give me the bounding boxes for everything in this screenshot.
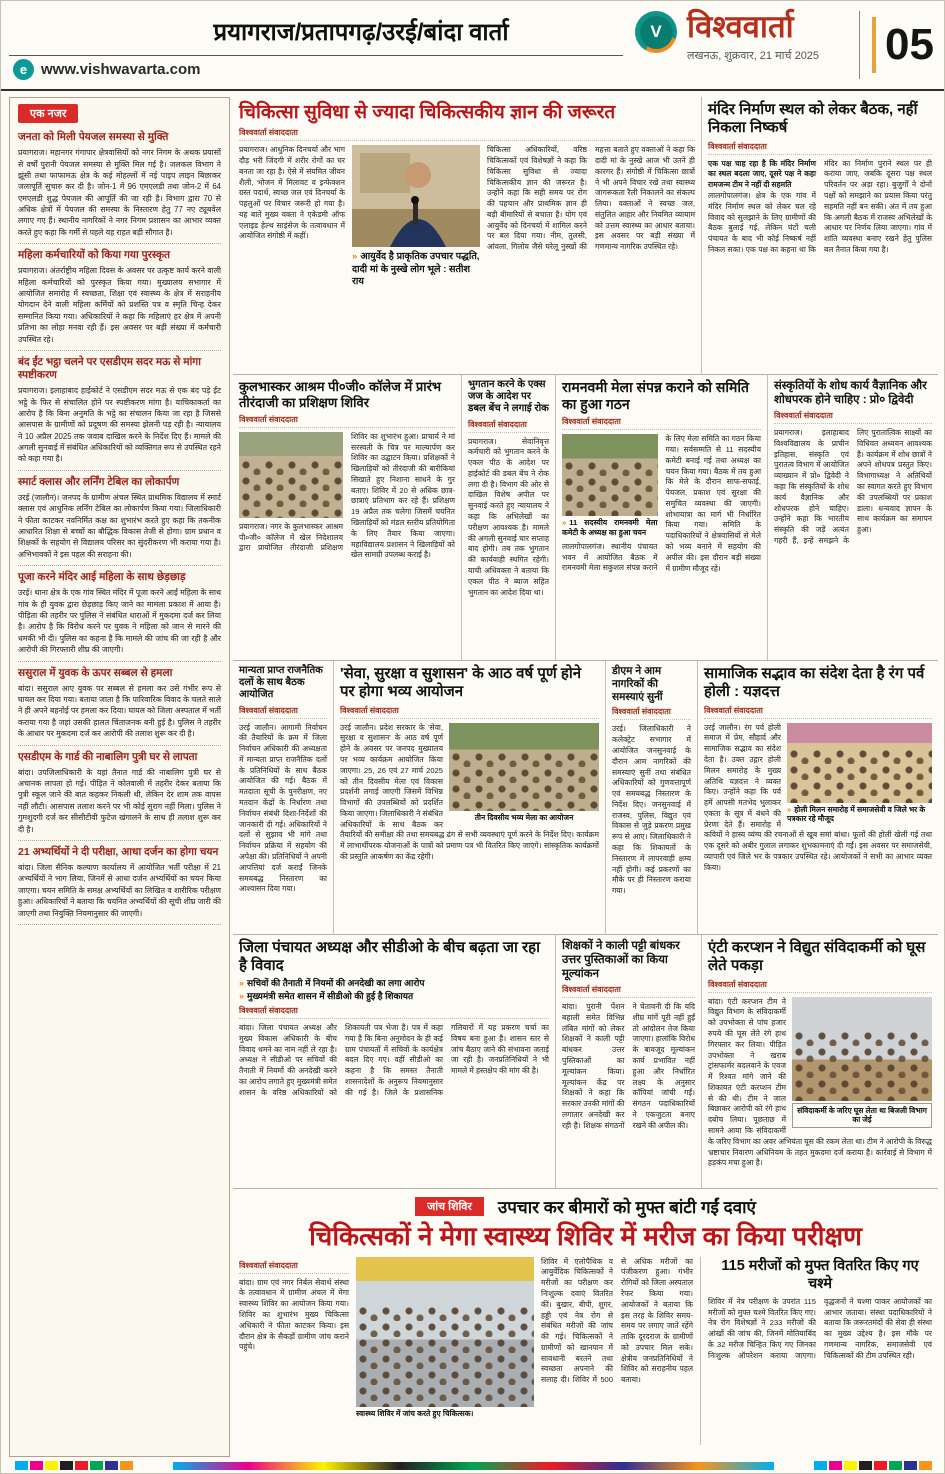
pull-quote	[352, 251, 480, 289]
ek-najar-headline: महिला कर्मचारियों को किया गया पुरस्कृत	[18, 249, 171, 262]
article-teachers-protest	[555, 935, 701, 1188]
article-body: प्रयागराज। सेवानिवृत्त कर्मचारी को भुगतान करने के एकल पीठ के आदेश पर हाईकोर्ट की डबल बेंच ने रोक लगा दी है। विभाग की ओर से दाखिल विशेष अपील पर सुनवाई करते हुए न्यायालय ने कहा कि अभिलेखों का परीक्षण आवश्यक है। मामले की अगली सुनवाई चार सप्ताह बाद होगी। तब तक भुगतान की कार्यवाही स्थगित रहेगी। याची अधिवक्ता ने बताया कि एकल पीठ ने ब्याज सहित भुगतान का आदेश दिया था।	[468, 436, 549, 597]
article-headline: शिक्षकों ने काली पट्टी बांधकर उत्तर पुस्तिकाओं का किया मूल्यांकन	[562, 940, 680, 981]
color-swatch	[844, 1461, 857, 1470]
article-body: बांदा। ग्राम एवं नगर निर्बल सेवार्थ संस्था के तत्वावधान में ग्रामीण अंचल में मेगा स्वास्थ्य शिविर का आयोजन किया गया। शिविर का शुभारंभ मुख्य चिकित्सा अधिकारी ने फीता काटकर किया। इस दौरान क्षेत्र के सैकड़ों ग्रामीण जांच कराने पहुंचे।	[239, 1277, 349, 1352]
article-row	[233, 375, 938, 661]
article-row	[233, 97, 938, 375]
article-byline: विश्ववार्ता संवाददाता	[562, 416, 761, 430]
article-body: शिविर में एलोपैथिक व आयुर्वेदिक चिकित्सकों ने मरीजों का परीक्षण कर निःशुल्क दवाएं वितरित कीं। बुखार, बीपी, शुगर, हड्डी एवं नेत्र रोग से संबंधित मरीजों की जांच की गई। चिकित्सकों ने ग्रामीणों को खानपान में सावधानी बरतने तथा स्वच्छता अपनाने की सलाह दी। शिविर में 500 से अधिक मरीजों का पंजीकरण हुआ। गंभीर रोगियों को जिला अस्पताल रेफर किया गया। आयोजकों ने बताया कि इस तरह के शिविर समय-समय पर लगाए जाते रहेंगे ताकि दूरदराज के ग्रामीणों को उपचार मिल सके। क्षेत्रीय जनप्रतिनिधियों ने शिविर को सराहनीय पहल बताया।	[541, 1256, 693, 1385]
ek-najar-body: उरई (जालौन)। जनपद के ग्रामीण अंचल स्थित प्राथमिक विद्यालय में स्मार्ट क्लास एवं आधुनिक लर्निंग टेबिल का लोकार्पण किया गया। जिलाधिकारी ने फीता काटकर नवनिर्मित कक्ष का शुभारंभ करते हुए कहा कि तकनीक आधारित शिक्षा से बच्चों का बौद्धिक विकास तेजी से होगा। ग्राम प्रधान व शिक्षकों के सहयोग से विद्यालय परिसर का सुंदरीकरण भी कराया गया है। अभिभावकों ने इस पहल की सराहना की।	[18, 492, 221, 559]
photo-caption-text: संविदाकर्मी के जरिए घूस लेता था बिजली विभाग का जेई	[797, 1105, 927, 1125]
sub-article-headline: 115 मरीजों को मुफ्त वितरित किए गए चश्मे	[721, 1257, 919, 1292]
photo-caption	[356, 1409, 534, 1419]
article-headline: रामनवमी मेला संपन्न कराने को समिति का हुआ गठन	[562, 379, 749, 413]
article-archery-camp	[233, 375, 461, 660]
speaker-photo-illustration	[352, 145, 480, 247]
article-headline: जिला पंचायत अध्यक्ष और सीडीओ के बीच बढ़ता जा रहा है विवाद	[239, 939, 541, 975]
color-swatch	[859, 1461, 872, 1470]
article-research-lecture	[767, 375, 938, 660]
article-byline: विश्ववार्ता संवाददाता	[340, 705, 599, 719]
masthead	[635, 11, 819, 63]
speaker-photo	[352, 145, 480, 247]
ek-najar-body: प्रयागराज। इलाहाबाद हाईकोर्ट ने एसडीएम सदर मऊ से एक बंद पड़े ईंट भट्ठे के फिर से संचालित होने पर स्पष्टीकरण मांगा है। याचिकाकर्ता का आरोप है कि बिना अनुमति के भट्ठे का संचालन किया जा रहा है जिससे आसपास के ग्रामीणों को प्रदूषण की समस्या झेलनी पड़ रही है। न्यायालय ने 10 अप्रैल 2025 तक जवाब दाखिल करने के निर्देश दिए हैं। मामले की अगली सुनवाई में संबंधित अधिकारियों को व्यक्तिगत रूप से उपस्थित रहने को कहा गया है।	[18, 386, 221, 464]
divider	[9, 55, 623, 56]
article-byline: विश्ववार्ता संवाददाता	[239, 1260, 349, 1274]
archery-camp-photo	[239, 432, 343, 518]
article-medical-knowledge	[233, 97, 701, 374]
color-swatch	[874, 1461, 887, 1470]
color-swatch	[829, 1461, 842, 1470]
ek-najar-headline: ससुराल में युवक के ऊपर सब्बल से हमला	[18, 666, 173, 679]
masthead-logo-icon	[635, 11, 677, 53]
sub-article-body: शिविर में नेत्र परीक्षण के उपरांत 115 मरीजों को मुफ्त चश्मे वितरित किए गए। नेत्र रोग विशेषज्ञों ने 233 मरीजों की आंखों की जांच की, जिनमें मोतियाबिंद के 32 मरीज चिन्हित किए गए जिनका निःशुल्क ऑपरेशन कराया जाएगा। वृद्धजनों ने चश्मा पाकर आयोजकों का आभार जताया। संस्था पदाधिकारियों ने बताया कि जरूरतमंदों की सेवा ही संस्था का मुख्य उद्देश्य है। इस मौके पर गणमान्य नागरिक, समाजसेवी एवं चिकित्सकों की टीम उपस्थित रही।	[708, 1296, 932, 1360]
article-body: लालगोपालगंज। क्षेत्र के एक गांव में मंदिर निर्माण स्थल को लेकर चल रहे विवाद को सुलझाने के लिए ग्रामीणों की बैठक बुलाई गई, लेकिन घंटों चली पंचायत के बाद भी कोई निष्कर्ष नहीं निकल सका। एक पक्ष का कहना था कि मंदिर का निर्माण पुराने स्थल पर ही कराया जाए, जबकि दूसरा पक्ष स्थल परिवर्तन पर अड़ा रहा। बुजुर्गों ने दोनों पक्षों को समझाने का प्रयास किया परंतु सहमति नहीं बन सकी। अंत में तय हुआ कि अगली बैठक में राजस्व अभिलेखों के आधार पर निर्णय लिया जाएगा। गांव में शांति व्यवस्था बनाए रखने हेतु पुलिस बल तैनात किया गया है।	[708, 158, 932, 254]
article-byline: विश्ववार्ता संवाददाता	[239, 127, 695, 141]
page-number-accent-bar	[872, 17, 876, 73]
article-headline: सामाजिक सद्भाव का संदेश देता है रंग पर्व होली : यज्ञदत्त	[704, 665, 925, 701]
article-sub-story	[700, 1257, 932, 1445]
article-body: बांदा। जिला पंचायत अध्यक्ष और मुख्य विकास अधिकारी के बीच विवाद थमने का नाम नहीं ले रहा है। अध्यक्ष ने सीडीओ पर सचिवों की तैनाती में नियमों की अनदेखी करने का आरोप लगाते हुए मुख्यमंत्री समेत शासन के वरिष्ठ अधिकारियों को शिकायती पत्र भेजा है। पत्र में कहा गया है कि बिना अनुमोदन के ही कई ग्राम पंचायतों में सचिवों के कार्यक्षेत्र बदल दिए गए। वहीं सीडीओ का कहना है कि समस्त तैनाती शासनादेशों के अनुरूप नियमानुसार की गई है। जिले के प्रशासनिक गलियारों में यह प्रकरण चर्चा का विषय बना हुआ है। शासन स्तर से जांच बैठाए जाने की संभावना जताई जा रही है। जनप्रतिनिधियों ने भी मामले में हस्तक्षेप की मांग की है।	[239, 1023, 549, 1097]
article-body: बांदा। एंटी करप्शन टीम ने विद्युत विभाग के संविदाकर्मी को उपभोक्ता से पांच हजार रुपये की घूस लेते रंगे हाथ गिरफ्तार कर लिया। पीड़ित उपभोक्ता ने खराब ट्रांसफार्मर बदलवाने के एवज में रिश्वत मांगे जाने की शिकायत एंटी करप्शन टीम से की थी। टीम ने जाल बिछाकर आरोपी को रंगे हाथ दबोच लिया। पूछताछ में सामने आया कि संविदाकर्मी के जरिए विभाग का अवर अभियंता घूस की रकम लेता था। टीम ने आरोपी के विरुद्ध भ्रष्टाचार निवारण अधिनियम के तहत मुकदमा दर्ज कराया है। कार्रवाई से विभाग में हड़कंप मचा हुआ है।	[708, 996, 932, 1168]
article-headline: डीएम ने आम नागरिकों की समस्याएं सुनीं	[612, 665, 663, 703]
article-body: प्रयागराज। इलाहाबाद विश्वविद्यालय के प्राचीन इतिहास, संस्कृति एवं पुरातत्व विभाग में आयोजित व्याख्यान में प्रो० द्विवेदी ने कहा कि संस्कृतियों के शोध कार्य वैज्ञानिक और शोधपरक होने चाहिए। उन्होंने कहा कि भारतीय संस्कृति की जड़ें अत्यंत गहरी हैं, इन्हें समझने के लिए पुरातात्विक साक्ष्यों का विधिवत अध्ययन आवश्यक है। कार्यक्रम में शोध छात्रों ने अपने शोधपत्र प्रस्तुत किए। विभागाध्यक्ष ने अतिथियों का स्वागत करते हुए विभाग की उपलब्धियों पर प्रकाश डाला। धन्यवाद ज्ञापन के साथ कार्यक्रम का समापन हुआ।	[774, 428, 932, 545]
photo-caption	[792, 1103, 932, 1129]
article-headline: संस्कृतियों के शोध कार्य वैज्ञानिक और शोधपरक होने चाहिए : प्रो० द्विवेदी	[774, 380, 927, 407]
article-body: उरई। जिलाधिकारी ने कलेक्ट्रेट सभागार में आयोजित जनसुनवाई के दौरान आम नागरिकों की समस्याएं सुनीं तथा संबंधित अधिकारियों को गुणवत्तापूर्ण एवं समयबद्ध निस्तारण के निर्देश दिए। जनसुनवाई में राजस्व, पुलिस, विद्युत एवं विकास से जुड़े प्रकरण प्रमुख रूप से आए। जिलाधिकारी ने कहा कि शिकायतों के निस्तारण में लापरवाही क्षम्य नहीं होगी। कई प्रकरणों का मौके पर ही निस्तारण कराया गया।	[612, 724, 691, 896]
color-swatch-group	[814, 1461, 932, 1470]
ek-najar-body: बांदा। ससुराल आए युवक पर सब्बल से हमला कर उसे गंभीर रूप से घायल कर दिया गया। बताया जाता है कि पारिवारिक विवाद के चलते साले ने ही अपने बहनोई पर हमला कर दिया। घायल को जिला अस्पताल में भर्ती कराया गया है जहां उसकी हालत चिंताजनक बनी हुई है। पुलिस ने तहरीर के आधार पर मुकदमा दर्ज कर आरोपी की तलाश शुरू कर दी है।	[18, 683, 221, 739]
chevron-mark-icon: »	[239, 990, 245, 1001]
article-row	[233, 935, 938, 1189]
article-subpoint-text: सचिवों की तैनाती में नियमों की अनदेखी का लगा आरोप	[247, 977, 425, 988]
article-headline: मंदिर निर्माण स्थल को लेकर बैठक, नहीं निकला निष्कर्ष	[708, 101, 918, 137]
ek-najar-body: प्रयागराज। अंतर्राष्ट्रीय महिला दिवस के अवसर पर उत्कृष्ट कार्य करने वाली महिला कर्मचारियों को पुरस्कृत किया गया। मुख्यालय सभागार में आयोजित समारोह में स्वच्छता, शिक्षा एवं स्वास्थ्य के क्षेत्र में सराहनीय योगदान देने वाली महिला कर्मियों को प्रशस्ति पत्र व स्मृति चिन्ह देकर सम्मानित किया गया। अधिकारियों ने कहा कि महिलाएं हर क्षेत्र में अपनी प्रतिभा का लोहा मनवा रही हैं। इस अवसर पर बड़ी संख्या में कर्मचारी उपस्थित रहे।	[18, 266, 221, 344]
ek-najar-headline: बंद ईंट भट्ठा चलने पर एसडीएम सदर मऊ से मांगा स्पष्टीकरण	[18, 355, 201, 381]
page-number-block	[859, 11, 934, 79]
article-subpoint	[239, 991, 549, 1002]
photo-caption-text: होली मिलन समारोह में समाजसेवी व जिले भर के पत्रकार रहे मौजूद	[787, 804, 926, 824]
article-byline: विश्ववार्ता संवाददाता	[774, 410, 932, 424]
chevron-mark-icon: »	[787, 804, 792, 814]
color-swatch	[904, 1461, 917, 1470]
article-headline: एंटी करप्शन ने विद्युत संविदाकर्मी को घूस लेते पकड़ा	[708, 939, 926, 975]
ek-najar-item	[18, 126, 221, 244]
article-byline: विश्ववार्ता संवाददाता	[562, 984, 695, 998]
ek-najar-item	[18, 746, 221, 841]
health-camp-photo	[356, 1257, 534, 1407]
ek-najar-item	[18, 566, 221, 661]
article-headline: कुलभास्कर आश्रम पी०जी० कॉलेज में प्रारंभ तीरंदाजी का प्रशिक्षण शिविर	[239, 379, 442, 410]
page-number: 05	[885, 20, 934, 69]
color-gradient-strip	[173, 1462, 774, 1470]
chevron-mark-icon: »	[239, 977, 245, 988]
ek-najar-body: प्रयागराज। महानगर गंगापार क्षेत्रवासियों को नगर निगम के अथक प्रयासों से वर्षों पुरानी पेयजल समस्या से मुक्ति मिल गई है। जलकल विभाग ने झूंसी तथा फाफामऊ क्षेत्र के कई मोहल्लों में नई पाइप लाइन बिछाकर जलापूर्ति सुचारु कर दी है। जोन-1 में 96 एमएलडी तथा जोन-2 में 64 एमएलडी शुद्ध पेयजल की आपूर्ति की जा रही है। विभाग द्वारा 70 से अधिक क्षेत्रों में पेयजल की समस्या के निस्तारण हेतु 77 नए ट्यूबवेल लगाए गए हैं। स्थानीय नागरिकों ने नगर निगम प्रशासन का आभार व्यक्त करते हुए कहा कि गर्मी से पहले यह राहत बड़ी सौगात है।	[18, 148, 221, 237]
ek-najar-column	[9, 97, 230, 1457]
ek-najar-body: उरई। थाना क्षेत्र के एक गांव स्थित मंदिर में पूजा करने आई महिला के साथ गांव के ही युवक द्वारा छेड़छाड़ किए जाने का मामला प्रकाश में आया है। पीड़िता की तहरीर पर पुलिस ने संबंधित धाराओं में मुकदमा दर्ज कर लिया है। आरोप है कि विरोध करने पर युवक ने महिला को जान से मारने की धमकी भी दी। पुलिस का कहना है कि मामले की जांच की जा रही है और आरोपी की गिरफ्तारी शीघ्र की जाएगी।	[18, 588, 221, 655]
article-anti-corruption-arrest	[701, 935, 938, 1188]
mela-event-photo	[449, 723, 599, 811]
article-body: चिकित्सा अधिकारियों, वरिष्ठ चिकित्सकों एवं विशेषज्ञों ने कहा कि चिकित्सा सुविधा से ज्यादा चिकित्सकीय ज्ञान की जरूरत है। उन्होंने कहा कि सही समय पर रोग की पहचान और प्राथमिक ज्ञान ही बड़ी बीमारियों से बचाता है। योग एवं आयुर्वेद को दिनचर्या में शामिल करने पर बल दिया गया। नीम, तुलसी, आंवला, गिलोय जैसे घरेलू नुस्खों की महत्ता बताते हुए वक्ताओं ने कहा कि दादी मां के नुस्खे आज भी उतने ही कारगर हैं। संगोष्ठी में चिकित्सा छात्रों ने भी अपने विचार रखे तथा स्वास्थ्य जागरूकता रैली निकालने का संकल्प लिया। वक्ताओं ने स्वच्छ जल, संतुलित आहार और नियमित व्यायाम को उत्तम स्वास्थ्य का आधार बताया। इस अवसर पर बड़ी संख्या में गणमान्य नागरिक उपस्थित रहे।	[487, 145, 695, 252]
section-tag-badge: जांच शिविर	[415, 1197, 484, 1216]
edition-line: लखनऊ, शुक्रवार, 21 मार्च 2025	[687, 49, 820, 62]
photo-caption-text: 11 सदस्यीय रामनवमी मेला कमेटी के अध्यक्ष का हुआ चयन	[562, 518, 658, 538]
color-swatch	[75, 1461, 88, 1470]
article-political-parties-meeting	[233, 661, 333, 934]
article-ramnavami-committee	[555, 375, 767, 660]
article-figure	[449, 723, 599, 823]
article-lead: एक पक्ष चाह रहा है कि मंदिर निर्माण का स्थल बदला जाए, दूसरे पक्ष ने कहा रामजन्म टीम ने नहीं दी सहमति	[708, 158, 816, 190]
ek-najar-headline: पूजा करने मंदिर आई महिला के साथ छेड़छाड़	[18, 571, 186, 584]
article-holi-message	[697, 661, 938, 934]
article-headline: भुगतान करने के एक्स जज के आदेश पर डबल बेंच ने लगाई रोक	[468, 379, 549, 415]
photo-caption-text: स्वास्थ्य शिविर में जांच करते हुए चिकित्सक।	[356, 1408, 474, 1418]
article-row	[233, 661, 938, 935]
article-temple-meeting	[701, 97, 938, 374]
article-body: उरई जालौन। आगामी निर्वाचन की तैयारियों के क्रम में जिला निर्वाचन अधिकारी की अध्यक्षता में मान्यता प्राप्त राजनैतिक दलों के प्रतिनिधियों के साथ बैठक आयोजित की गई। बैठक में मतदाता सूची के पुनरीक्षण, नए मतदान केंद्रों के निर्धारण तथा निर्वाचन संबंधी दिशा-निर्देशों की जानकारी दी गई। अधिकारियों ने दलों से सुझाव भी मांगे तथा निर्वाचन प्रक्रिया में सहयोग की अपेक्षा की। प्रतिनिधियों ने अपनी आपत्तियां दर्ज कराईं जिनके समयबद्ध निस्तारण का आश्वासन दिया गया।	[239, 722, 327, 894]
article-figure	[792, 997, 932, 1129]
article-panchayat-cdo-dispute	[233, 935, 555, 1188]
article-body: उरई जालौन। प्रदेश सरकार के 'सेवा, सुरक्षा व सुशासन' के आठ वर्ष पूर्ण होने के अवसर पर जनपद मुख्यालय पर भव्य कार्यक्रम आयोजित किया जाएगा। 25, 26 एवं 27 मार्च 2025 को तीन दिवसीय मेला एवं विकास प्रदर्शनी लगाई जाएगी जिसमें विभिन्न विभागों की उपलब्धियों को प्रदर्शित किया जाएगा। जिलाधिकारी ने संबंधित अधिकारियों के साथ बैठक कर तैयारियों की समीक्षा की तथा समयबद्ध ढंग से सभी व्यवस्थाएं पूर्ण करने के निर्देश दिए। कार्यक्रम में लाभार्थीपरक योजनाओं के पात्रों को प्रमाण पत्र भी वितरित किए जाएंगे। सांस्कृतिक कार्यक्रमों की प्रस्तुति आकर्षण का केंद्र रहेगी।	[340, 722, 599, 861]
website-row	[13, 59, 201, 80]
article-column	[239, 1257, 349, 1445]
article-dm-jansunwai	[605, 661, 697, 934]
website-url: www.vishwavarta.com	[41, 61, 201, 78]
article-body: उरई जालौन। रंग पर्व होली समाज में प्रेम, सौहार्द और सामाजिक सद्भाव का संदेश देता है। उक्त उद्गार होली मिलन समारोह के मुख्य अतिथि यज्ञदत्त ने व्यक्त किए। उन्होंने कहा कि पर्व हमें आपसी मतभेद भुलाकर एकता के सूत्र में बंधने की प्रेरणा देते हैं। समारोह में कवियों ने हास्य व्यंग्य की रचनाओं से खूब समां बांधा। फूलों की होली खेली गई तथा एक दूसरे को अबीर गुलाल लगाकर शुभकामनाएं दी गईं। इस अवसर पर समाजसेवी, व्यापारी एवं जिले भर के पत्रकार उपस्थित रहे। आयोजकों ने सभी का आभार व्यक्त किया।	[704, 722, 932, 872]
color-swatch	[30, 1461, 43, 1470]
color-swatch	[60, 1461, 73, 1470]
article-subpoint	[239, 978, 549, 989]
ek-najar-item	[18, 351, 221, 471]
article-body: प्रयागराज। नगर के कुलभास्कर आश्रम पी०जी० कॉलेज में खेल निदेशालय द्वारा प्रायोजित तीरंदाजी प्रशिक्षण शिविर का शुभारंभ हुआ। प्राचार्य ने मां सरस्वती के चित्र पर माल्यार्पण कर शिविर का उद्घाटन किया। प्रशिक्षकों ने खिलाड़ियों को तीरंदाजी की बारीकियां सिखाते हुए निशाना साधने के गुर बताए। शिविर में 20 से अधिक छात्र-छात्राएं प्रतिभाग कर रहे हैं। प्रशिक्षण 19 अप्रैल तक चलेगा जिसमें चयनित खिलाड़ियों को मंडल स्तरीय प्रतियोगिता के लिए तैयार किया जाएगा। महाविद्यालय प्रशासन ने खिलाड़ियों को खेल सामग्री उपलब्ध कराई है।	[239, 431, 455, 560]
color-swatch	[15, 1461, 28, 1470]
article-body: बांदा। पुरानी पेंशन बहाली समेत विभिन्न लंबित मांगों को लेकर शिक्षकों ने काली पट्टी बांधकर उत्तर पुस्तिकाओं का मूल्यांकन किया। मूल्यांकन केंद्र पर शिक्षकों ने कहा कि सरकार उनकी मांगों की लगातार अनदेखी कर रही है। शिक्षक संगठनों ने चेतावनी दी कि यदि शीघ्र मांगें पूरी नहीं हुईं तो आंदोलन तेज किया जाएगा। हालांकि विरोध के बावजूद मूल्यांकन कार्य प्रभावित नहीं हुआ और निर्धारित लक्ष्य के अनुसार कॉपियां जांची गईं। संगठन पदाधिकारियों ने एकजुटता बनाए रखने की अपील की।	[562, 1002, 695, 1130]
article-body: प्रयागराज। आधुनिक दिनचर्या और भाग दौड़ भरी जिंदगी में शरीर रोगों का घर बनता जा रहा है। ऐसे में संयमित जीवन शैली, भोजन में मिलावट व इन्फेक्शन ग्रस्त पदार्थ, स्वच्छ जल एवं दिनचर्या के पहलुओं पर विचार जरूरी हो गया है। यह बातें मुख्य वक्ता ने एकेडमी ऑफ एलाइड हेल्थ साइंसेज के तत्वावधान में आयोजित संगोष्ठी में कहीं।	[239, 145, 345, 241]
region-strip-title: प्रयागराज/प्रतापगढ़/उरई/बांदा वार्ता	[213, 19, 509, 46]
color-swatch	[120, 1461, 133, 1470]
article-body: लालगोपालगंज। स्थानीय पंचायत भवन में आयोजित बैठक में रामनवमी मेला सकुशल संपन्न कराने के लिए मेला समिति का गठन किया गया। सर्वसम्मति से 11 सदस्यीय कमेटी बनाई गई तथा अध्यक्ष का चयन किया गया। बैठक में तय हुआ कि मेले के दौरान साफ-सफाई, पेयजल, प्रकाश एवं सुरक्षा की समुचित व्यवस्था की जाएगी। शोभायात्रा का मार्ग भी निर्धारित किया गया। समिति के पदाधिकारियों ने क्षेत्रवासियों से मेले को भव्य बनाने में सहयोग की अपील की। इस दौरान बड़ी संख्या में ग्रामीण मौजूद रहे।	[562, 434, 761, 573]
health-camp-kicker-row	[239, 1195, 932, 1218]
print-registration-bars	[1, 1459, 945, 1472]
article-eight-years-event	[333, 661, 605, 934]
article-figure	[239, 432, 343, 518]
pull-quote-text: आयुर्वेद है प्राकृतिक उपचार पद्धति, दादी मां के नुस्खे लोग भूले : सतीश राय	[352, 251, 480, 288]
photo-caption	[787, 805, 932, 825]
bribery-arrest-photo	[792, 997, 932, 1101]
article-byline: विश्ववार्ता संवाददाता	[708, 979, 932, 993]
ek-najar-item	[18, 244, 221, 351]
ek-najar-section-tab: एक नजर	[18, 104, 78, 123]
article-headline: मान्यता प्राप्त राजनैतिक दलों के साथ बैठक आयोजित	[239, 665, 323, 701]
holi-milan-photo	[787, 723, 932, 803]
color-swatch	[919, 1461, 932, 1470]
masthead-logo-letter: V	[640, 16, 673, 49]
chevron-mark-icon: »	[562, 518, 567, 528]
article-headline: 'सेवा, सुरक्षा व सुशासन' के आठ वर्ष पूर्ण होने पर होगा भव्य आयोजन	[340, 665, 582, 701]
article-health-camp	[233, 1189, 938, 1457]
article-figure	[356, 1257, 534, 1441]
article-byline: विश्ववार्ता संवाददाता	[239, 414, 455, 428]
ek-najar-item	[18, 841, 221, 925]
committee-meeting-photo	[562, 434, 658, 516]
article-byline: विश्ववार्ता संवाददाता	[239, 705, 327, 719]
article-headline: चिकित्सा सुविधा से ज्यादा चिकित्सकीय ज्ञान की जरूरत	[239, 102, 616, 123]
article-figure	[787, 723, 932, 825]
color-swatch	[90, 1461, 103, 1470]
article-byline: विश्ववार्ता संवाददाता	[239, 1005, 549, 1019]
divider	[1, 89, 945, 91]
ek-najar-item	[18, 471, 221, 566]
article-kicker: उपचार कर बीमारों को मुफ्त बांटी गईं दवाएं	[497, 1198, 756, 1217]
article-subpoint-text: मुख्यमंत्री समेत शासन में सीडीओ की हुई है शिकायत	[247, 990, 414, 1001]
article-figure	[352, 145, 480, 289]
article-headline: चिकित्सकों ने मेगा स्वास्थ्य शिविर में मरीज का किया परीक्षण	[309, 1221, 862, 1251]
ek-najar-headline: 21 अभ्यर्थियों ने दी परीक्षा, आधा दर्जन का होगा चयन	[18, 845, 219, 858]
masthead-title: विश्ववार्ता	[687, 9, 794, 44]
chevron-mark-icon: »	[352, 251, 358, 263]
color-swatch	[45, 1461, 58, 1470]
color-swatch-group	[15, 1461, 133, 1470]
article-byline: विश्ववार्ता संवाददाता	[468, 419, 549, 433]
article-figure	[562, 434, 658, 538]
ek-najar-headline: जनता को मिली पेयजल समस्या से मुक्ति	[18, 131, 169, 143]
ek-najar-body: बांदा। उपजिलाधिकारी के यहां तैनात गार्ड की नाबालिग पुत्री घर से अचानक लापता हो गई। पीड़ित ने कोतवाली में तहरीर देकर बताया कि पुत्री स्कूल जाने की बात कहकर निकली थी, लेकिन देर शाम तक वापस नहीं लौटी। आसपास तलाश करने पर भी कोई सुराग नहीं मिला। पुलिस ने गुमशुदगी दर्ज कर सीसीटीवी फुटेज खंगालने के साथ ही तलाश शुरू कर दी है।	[18, 767, 221, 834]
color-swatch	[814, 1461, 827, 1470]
photo-caption-text: तीन दिवसीय भव्य मेला का आयोजन	[474, 812, 574, 822]
photo-caption	[449, 813, 599, 823]
color-swatch	[105, 1461, 118, 1470]
color-swatch	[889, 1461, 902, 1470]
ek-najar-item	[18, 662, 221, 746]
article-byline: विश्ववार्ता संवाददाता	[612, 706, 691, 720]
photo-caption	[562, 518, 658, 538]
article-court-stay	[461, 375, 555, 660]
ek-najar-headline: एसडीएम के गार्ड की नाबालिग पुत्री घर से लापता	[18, 750, 198, 763]
ek-najar-headline: स्मार्ट क्लास और लर्निंग टेबिल का लोकार्पण	[18, 475, 180, 488]
article-byline: विश्ववार्ता संवाददाता	[708, 141, 932, 155]
ek-najar-body: बांदा। जिला सैनिक कल्याण कार्यालय में आयोजित भर्ती परीक्षा में 21 अभ्यर्थियों ने भाग लिया, जिनमें से आधा दर्जन अभ्यर्थियों का चयन किया जाएगा। चयन समिति के समक्ष अभ्यर्थियों का लिखित व शारीरिक परीक्षण हुआ। अधिकारियों ने बताया कि चयनित अभ्यर्थियों की सूची शीघ्र जारी की जाएगी तथा नियुक्ति नियमानुसार की जाएगी।	[18, 863, 221, 918]
article-byline: विश्ववार्ता संवाददाता	[704, 705, 932, 719]
site-logo-icon: e	[13, 59, 34, 80]
